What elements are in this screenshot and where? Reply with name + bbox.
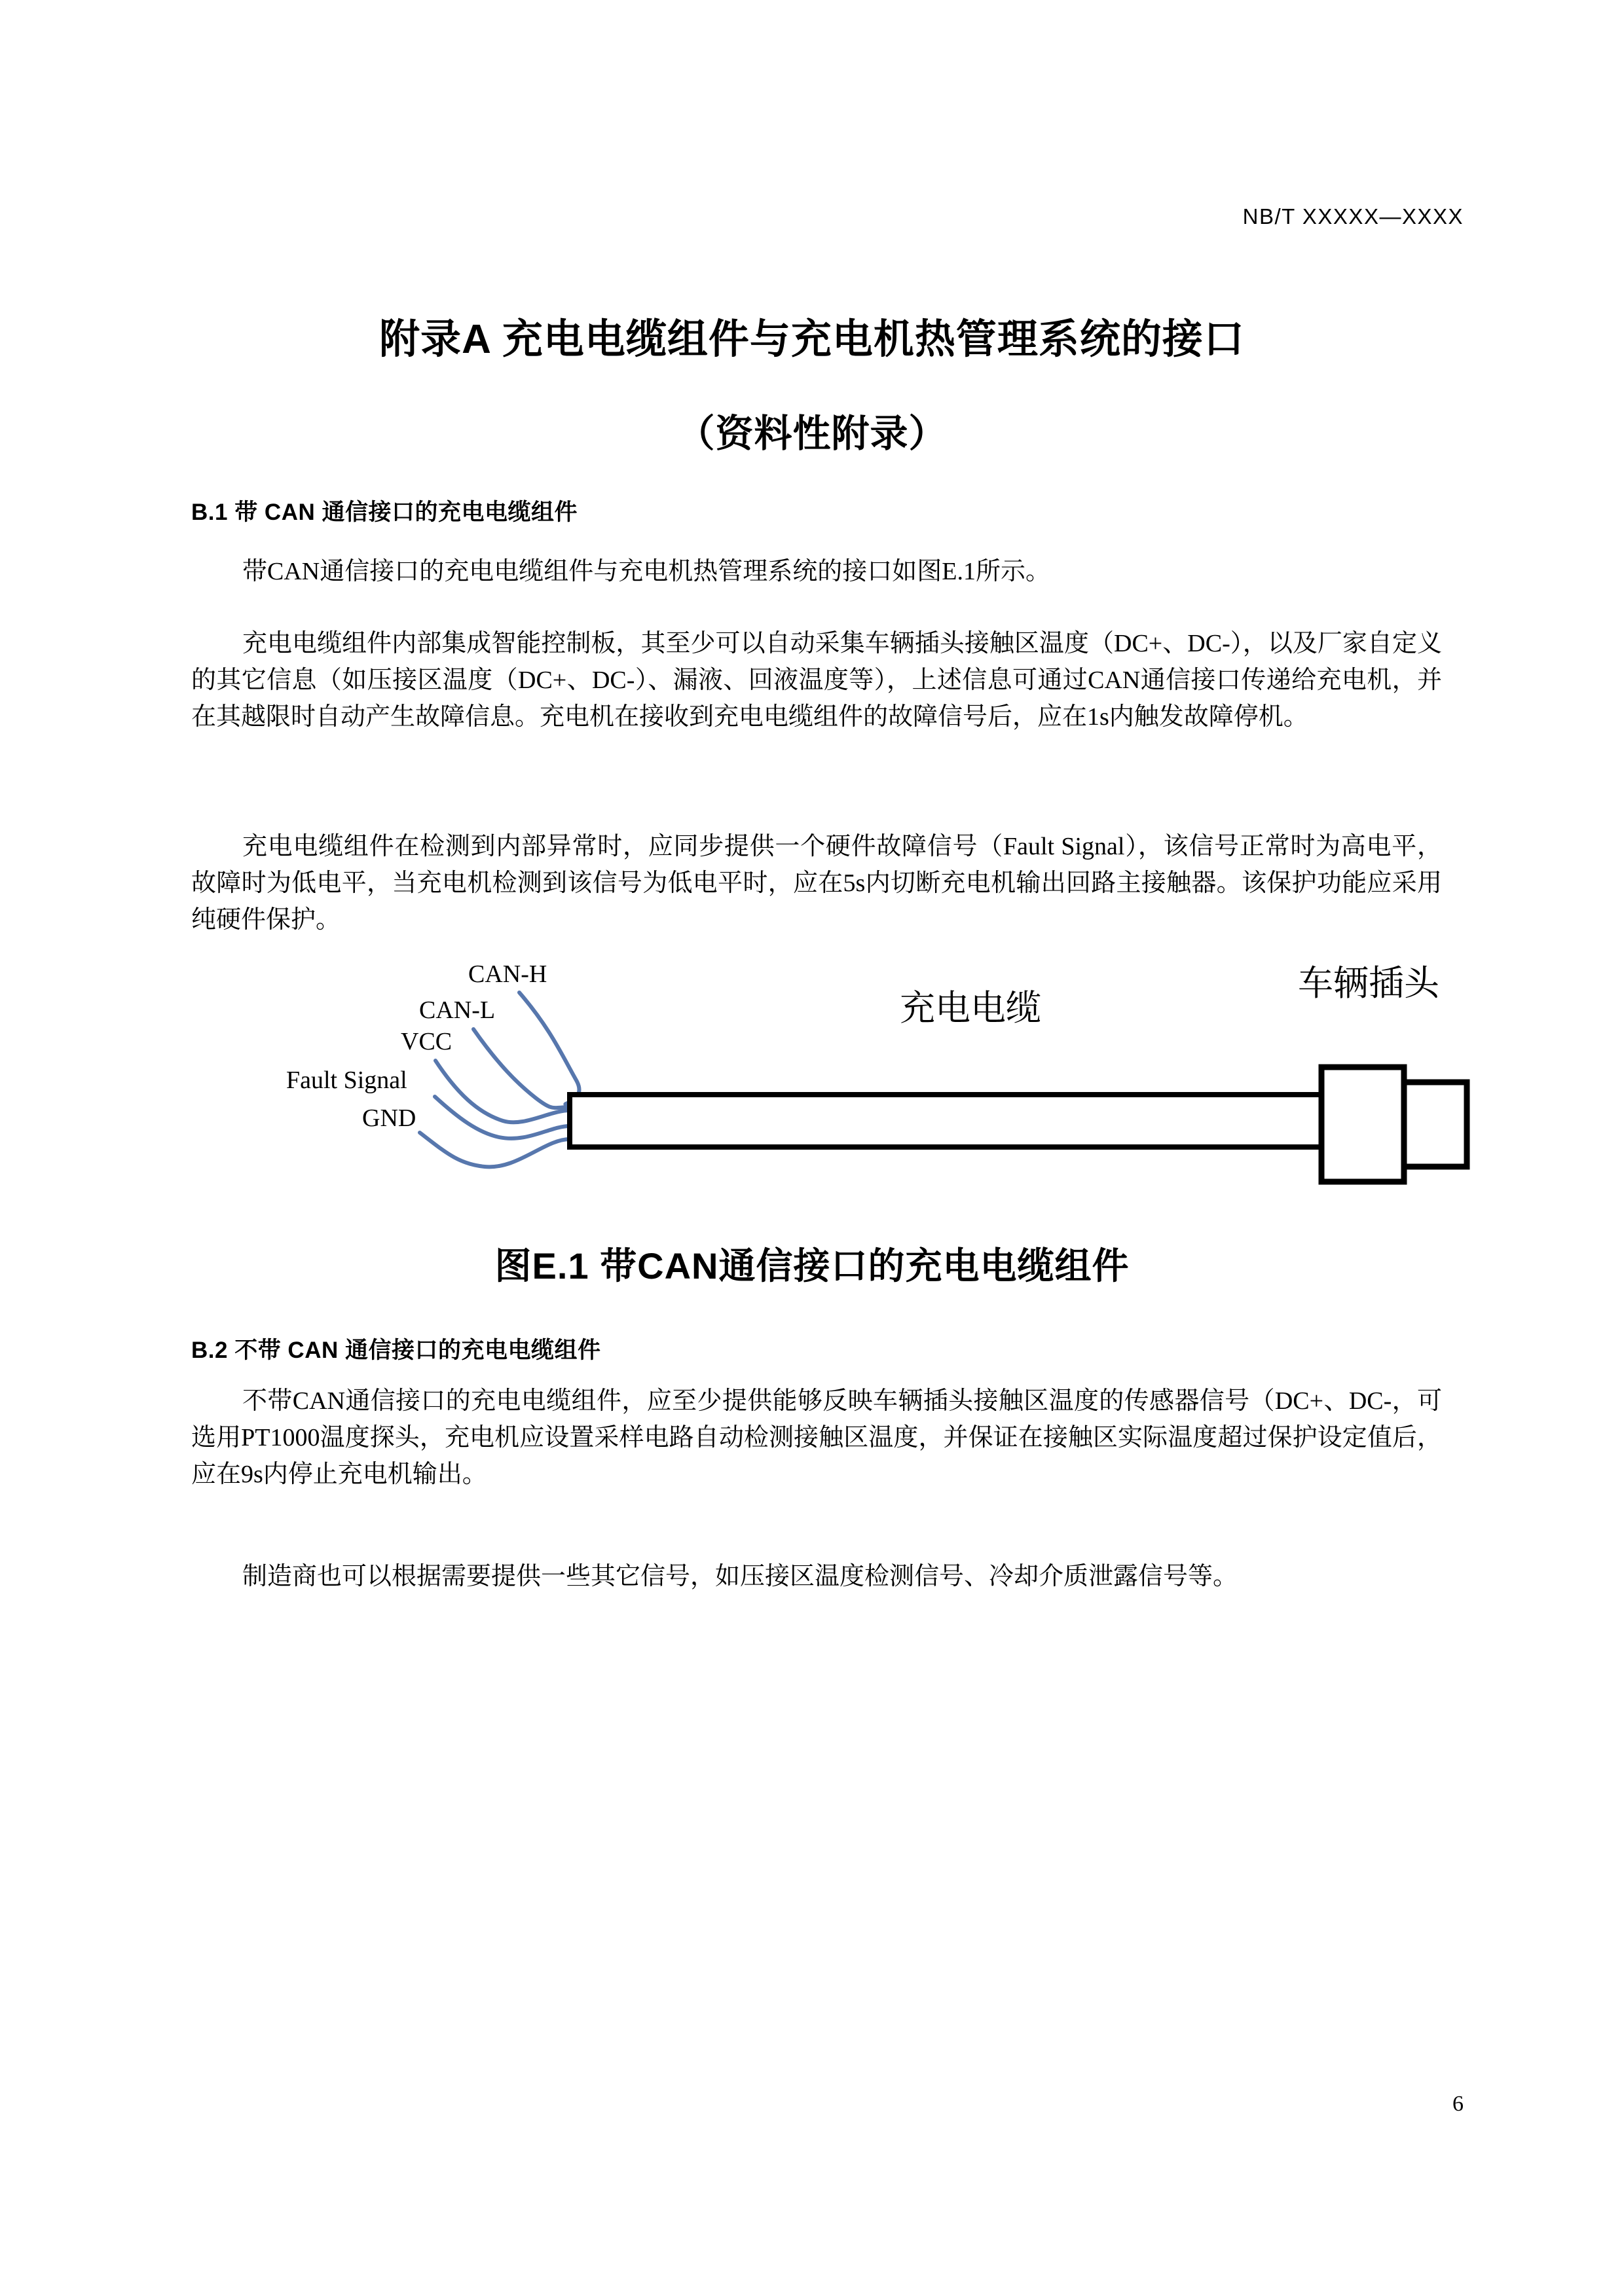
figure-e1-diagram	[0, 943, 1624, 1218]
wire-label-fault-signal: Fault Signal	[286, 1066, 407, 1094]
figure-cable-label: 充电电缆	[900, 989, 1041, 1028]
page-title: 附录A 充电电缆组件与充电机热管理系统的接口	[379, 317, 1245, 362]
wire-label-can-h: CAN-H	[468, 960, 547, 988]
plug-tip-shape	[1404, 1082, 1467, 1167]
cable-assembly-svg	[0, 943, 1624, 1218]
wire-label-vcc: VCC	[401, 1028, 452, 1055]
wire-label-gnd: GND	[362, 1104, 416, 1132]
wire-fault-signal	[435, 1097, 570, 1139]
figure-caption: 图E.1 带CAN通信接口的充电电缆组件	[494, 1245, 1130, 1286]
paragraph-b2-2: 制造商也可以根据需要提供一些其它信号，如压接区温度检测信号、冷却介质泄露信号等。	[242, 1563, 1238, 1590]
page-number: 6	[1452, 2092, 1464, 2116]
running-header-standard-number: NB/T XXXXX—XXXX	[1242, 204, 1464, 228]
wire-can-h	[519, 993, 579, 1104]
cable-body-shape	[570, 1095, 1323, 1147]
paragraph-b2-1: 不带CAN通信接口的充电电缆组件，应至少提供能够反映车辆插头接触区温度的传感器信号（DC+、DC-，可选用PT1000温度探头，充电机应设置采样电路自动检测接触区温度，并保证在接触区实际温度超过保护设定值后，应在9s内停止充电机输出。	[191, 1387, 1442, 1488]
section-heading-b1: B.1 带 CAN 通信接口的充电电缆组件	[191, 500, 578, 525]
paragraph-b1-1: 带CAN通信接口的充电电缆组件与充电机热管理系统的接口如图E.1所示。	[242, 558, 1050, 585]
page-subtitle: （资料性附录）	[676, 412, 948, 455]
paragraph-b1-3: 充电电缆组件在检测到内部异常时，应同步提供一个硬件故障信号（Fault Signal），该信号正常时为高电平，故障时为低电平，当充电机检测到该信号为低电平时，应在5s内切断充电机输出回路主接触器。该保护功能应采用纯硬件保护。	[191, 833, 1442, 934]
section-heading-b2: B.2 不带 CAN 通信接口的充电电缆组件	[191, 1338, 601, 1363]
plug-body-shape	[1321, 1067, 1404, 1182]
wire-label-can-l: CAN-L	[419, 996, 496, 1024]
paragraph-b1-2: 充电电缆组件内部集成智能控制板，其至少可以自动采集车辆插头接触区温度（DC+、DC-），以及厂家自定义的其它信息（如压接区温度（DC+、DC-）、漏液、回液温度等），上述信息可通过CAN通信接口传递给充电机，并在其越限时自动产生故障信息。充电机在接收到充电电缆组件的故障信号后，应在1s内触发故障停机。	[191, 630, 1442, 731]
figure-plug-label: 车辆插头	[1298, 964, 1439, 1003]
